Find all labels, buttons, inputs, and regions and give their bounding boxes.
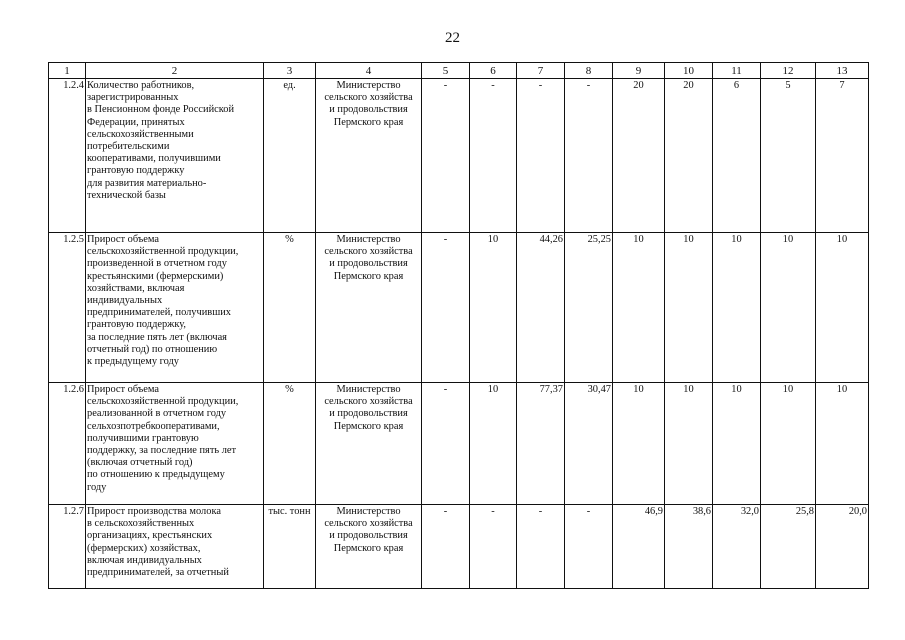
header-cell: 7 (517, 63, 565, 79)
header-cell: 6 (470, 63, 517, 79)
header-cell: 9 (613, 63, 665, 79)
table-row (49, 383, 869, 505)
value-cell: 38,6 (665, 505, 713, 589)
table-row (49, 233, 869, 383)
header-cell: 10 (665, 63, 713, 79)
header-cell: 4 (316, 63, 422, 79)
header-cell: 8 (565, 63, 613, 79)
unit: ед. (264, 79, 316, 233)
row-number: 1.2.4 (49, 79, 86, 233)
value-cell: 10 (816, 383, 869, 505)
value-cell: 20,0 (816, 505, 869, 589)
value-cell: 10 (470, 233, 517, 383)
value-cell: 25,25 (565, 233, 613, 383)
value-cell: - (565, 505, 613, 589)
value-cell: - (422, 505, 470, 589)
value-cell: - (470, 79, 517, 233)
indicator-name: Прирост объема сельскохозяйственной продукции, произведенной в отчетном году крестьянскими (фермерскими) хозяйствами, включая индивидуальных предпринимателей, получивших грантовую поддержку, за последние пять лет (включая отчетный год) по отношению к предыдущему году (86, 233, 264, 383)
responsible-body: Министерство сельского хозяйства и продовольствия Пермского края (316, 233, 422, 383)
value-cell: - (422, 79, 470, 233)
header-cell: 3 (264, 63, 316, 79)
value-cell: 6 (713, 79, 761, 233)
value-cell: - (470, 505, 517, 589)
value-cell: 20 (665, 79, 713, 233)
table-row (49, 79, 869, 233)
value-cell: 10 (470, 383, 517, 505)
value-cell: - (517, 79, 565, 233)
table-row (49, 505, 869, 589)
unit: % (264, 383, 316, 505)
header-cell: 13 (816, 63, 869, 79)
indicator-name: Прирост производства молока в сельскохозяйственных организациях, крестьянских (фермерских) хозяйствах, включая индивидуальных предпринимателей, за отчетный (86, 505, 264, 589)
header-cell: 2 (86, 63, 264, 79)
value-cell: 10 (713, 233, 761, 383)
value-cell: 25,8 (761, 505, 816, 589)
value-cell: 10 (761, 233, 816, 383)
header-cell: 12 (761, 63, 816, 79)
value-cell: 77,37 (517, 383, 565, 505)
value-cell: 10 (665, 233, 713, 383)
value-cell: 10 (713, 383, 761, 505)
value-cell: 10 (613, 233, 665, 383)
indicator-table (48, 62, 869, 589)
value-cell: 10 (665, 383, 713, 505)
table-header-row (49, 63, 869, 79)
value-cell: 20 (613, 79, 665, 233)
value-cell: 10 (816, 233, 869, 383)
row-number: 1.2.5 (49, 233, 86, 383)
value-cell: 10 (613, 383, 665, 505)
responsible-body: Министерство сельского хозяйства и продовольствия Пермского края (316, 505, 422, 589)
value-cell: 5 (761, 79, 816, 233)
indicator-name: Прирост объема сельскохозяйственной продукции, реализованной в отчетном году сельхозпотребкооперативами, получившими грантовую поддержку, за последние пять лет (включая отчетный год) по отношению к предыдущему году (86, 383, 264, 505)
value-cell: - (565, 79, 613, 233)
row-number: 1.2.6 (49, 383, 86, 505)
row-number: 1.2.7 (49, 505, 86, 589)
unit: % (264, 233, 316, 383)
value-cell: 32,0 (713, 505, 761, 589)
value-cell: 30,47 (565, 383, 613, 505)
header-cell: 11 (713, 63, 761, 79)
value-cell: - (517, 505, 565, 589)
value-cell: - (422, 233, 470, 383)
indicator-name: Количество работников, зарегистрированных в Пенсионном фонде Российской Федерации, принятых сельскохозяйственными потребительскими кооперативами, получившими грантовую поддержку для развития материально- технической базы (86, 79, 264, 233)
page-number: 22 (445, 30, 460, 46)
value-cell: 10 (761, 383, 816, 505)
value-cell: 46,9 (613, 505, 665, 589)
unit: тыс. тонн (264, 505, 316, 589)
value-cell: - (422, 383, 470, 505)
value-cell: 44,26 (517, 233, 565, 383)
header-cell: 1 (49, 63, 86, 79)
responsible-body: Министерство сельского хозяйства и продовольствия Пермского края (316, 79, 422, 233)
value-cell: 7 (816, 79, 869, 233)
header-cell: 5 (422, 63, 470, 79)
responsible-body: Министерство сельского хозяйства и продовольствия Пермского края (316, 383, 422, 505)
